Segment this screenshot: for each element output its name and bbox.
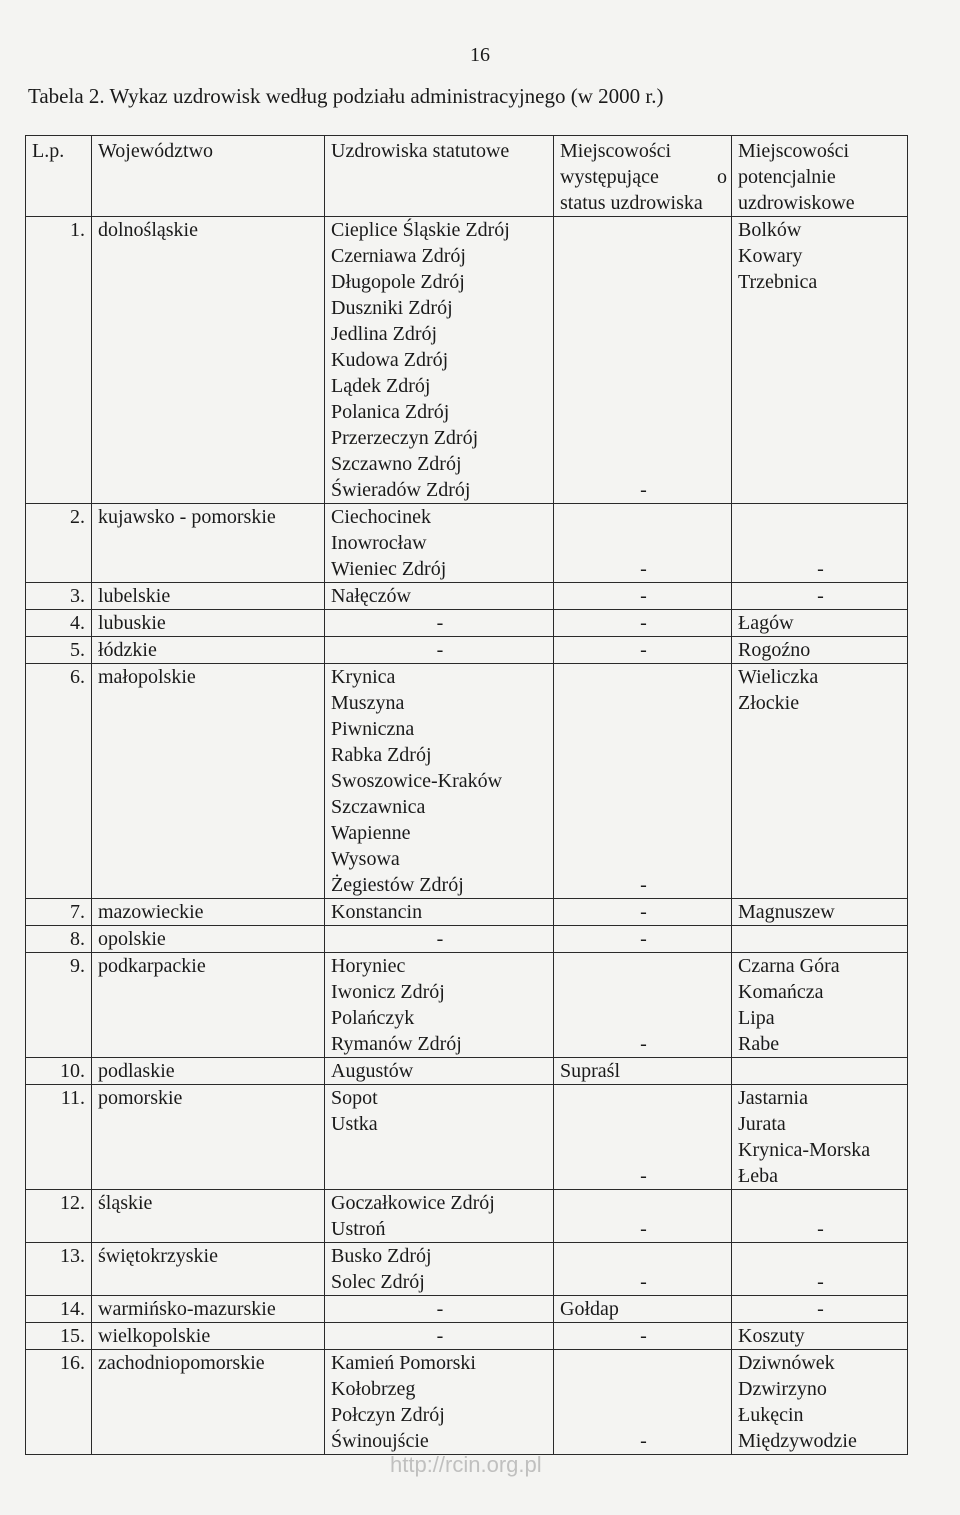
statutory-item: Kamień Pomorski: [331, 1352, 476, 1374]
cell-lp: 16.: [26, 1350, 92, 1455]
spacer: [738, 1243, 903, 1269]
statutory-item: Lądek Zdrój: [331, 375, 431, 397]
cell-potential: [732, 1350, 908, 1455]
spacer: [560, 373, 727, 399]
cell-voivodeship: kujawsko - pomorskie: [92, 504, 325, 583]
table-row: [26, 899, 908, 926]
cell-potential: [732, 1243, 908, 1296]
statutory-item: Piwniczna: [331, 718, 415, 740]
cell-statutory: [325, 610, 554, 637]
spacer: [560, 742, 727, 768]
cell-applying: [554, 1085, 732, 1190]
spacer: [560, 399, 727, 425]
dash-mark: -: [640, 558, 647, 580]
dash-mark: -: [640, 479, 647, 501]
dash-mark: -: [436, 1298, 444, 1320]
dash-mark: -: [640, 1033, 647, 1055]
spacer: [560, 953, 727, 979]
statutory-item: Solec Zdrój: [331, 1271, 425, 1293]
spa-table: [25, 135, 908, 1455]
spacer: [560, 979, 727, 1005]
cell-voivodeship: małopolskie: [92, 664, 325, 899]
cell-statutory: [325, 664, 554, 899]
cell-statutory: [325, 583, 554, 610]
cell-lp: 14.: [26, 1296, 92, 1323]
cell-voivodeship: śląskie: [92, 1190, 325, 1243]
cell-statutory: [325, 899, 554, 926]
statutory-item: Inowrocław: [331, 532, 427, 554]
table-row: [26, 1190, 908, 1243]
spacer: [560, 217, 727, 243]
cell-potential: [732, 899, 908, 926]
statutory-item: Czerniawa Zdrój: [331, 245, 466, 267]
cell-applying: [554, 1243, 732, 1296]
table-row: [26, 1296, 908, 1323]
table-caption: Tabela 2. Wykaz uzdrowisk według podziału administracyjnego (w 2000 r.): [28, 84, 664, 108]
table-body: [26, 217, 908, 1455]
header-applying-line: Miejscowości: [560, 140, 672, 162]
cell-statutory: [325, 1323, 554, 1350]
cell-lp: 6.: [26, 664, 92, 899]
potential-item: Jastarnia: [738, 1087, 808, 1109]
cell-lp: 1.: [26, 217, 92, 504]
spacer: [560, 1243, 727, 1269]
table-row: [26, 1323, 908, 1350]
statutory-item: Duszniki Zdrój: [331, 297, 453, 319]
spacer: [560, 664, 727, 690]
table-row: [26, 217, 908, 504]
cell-statutory: [325, 1243, 554, 1296]
spacer: [560, 716, 727, 742]
statutory-item: Wieniec Zdrój: [331, 558, 447, 580]
statutory-item: Augustów: [331, 1060, 414, 1082]
cell-applying: [554, 1296, 732, 1323]
table-row: [26, 637, 908, 664]
statutory-item: Świeradów Zdrój: [331, 479, 471, 501]
spacer: [560, 530, 727, 556]
potential-item: Łeba: [738, 1165, 778, 1187]
cell-lp: 2.: [26, 504, 92, 583]
spacer: [560, 1376, 727, 1402]
cell-voivodeship: dolnośląskie: [92, 217, 325, 504]
dash-mark: -: [640, 612, 647, 634]
header-applying-line: występujące o: [560, 166, 727, 188]
dash-mark: -: [640, 639, 647, 661]
potential-item: Wieliczka: [738, 666, 819, 688]
table-row: [26, 926, 908, 953]
cell-potential: [732, 1085, 908, 1190]
spacer: [560, 504, 727, 530]
dash-mark: -: [640, 1165, 647, 1187]
cell-potential: [732, 504, 908, 583]
potential-item: Złockie: [738, 692, 800, 714]
statutory-item: Ciechocinek: [331, 506, 431, 528]
statutory-item: Ustka: [331, 1113, 378, 1135]
header-potential-line: Miejscowości: [738, 140, 850, 162]
header-voivodeship: Województwo: [92, 136, 325, 217]
dash-mark: -: [640, 901, 647, 923]
cell-potential: [732, 926, 908, 953]
potential-item: Rogoźno: [738, 639, 811, 661]
table-row: [26, 1350, 908, 1455]
spacer: [560, 1005, 727, 1031]
cell-potential: [732, 1058, 908, 1085]
spacer: [560, 269, 727, 295]
cell-applying: [554, 1323, 732, 1350]
header-lp: L.p.: [26, 136, 92, 217]
dash-mark: -: [640, 1271, 647, 1293]
cell-potential: [732, 1323, 908, 1350]
potential-item: Magnuszew: [738, 901, 835, 923]
statutory-item: Żegiestów Zdrój: [331, 874, 464, 896]
statutory-item: Świnoujście: [331, 1430, 429, 1452]
spacer: [560, 1350, 727, 1376]
potential-item: Koszuty: [738, 1325, 805, 1347]
cell-lp: 15.: [26, 1323, 92, 1350]
spacer: [560, 347, 727, 373]
potential-item: Łagów: [738, 612, 794, 634]
dash-mark: -: [640, 1430, 647, 1452]
spacer: [560, 321, 727, 347]
cell-potential: [732, 1296, 908, 1323]
dash-mark: -: [640, 1325, 647, 1347]
spacer: [560, 451, 727, 477]
cell-potential: [732, 664, 908, 899]
statutory-item: Cieplice Śląskie Zdrój: [331, 219, 510, 241]
cell-applying: [554, 899, 732, 926]
cell-applying: [554, 217, 732, 504]
statutory-item: Iwonicz Zdrój: [331, 981, 445, 1003]
watermark: http://rcin.org.pl: [390, 1452, 542, 1477]
table-row: [26, 583, 908, 610]
cell-lp: 7.: [26, 899, 92, 926]
table-row: [26, 504, 908, 583]
potential-item: Jurata: [738, 1113, 786, 1135]
statutory-item: Sopot: [331, 1087, 378, 1109]
spacer: [560, 794, 727, 820]
spacer: [560, 1111, 727, 1137]
cell-statutory: [325, 217, 554, 504]
spacer: [738, 504, 903, 530]
header-statutory: Uzdrowiska statutowe: [325, 136, 554, 217]
spacer: [738, 1190, 903, 1216]
statutory-item: Swoszowice-Kraków: [331, 770, 503, 792]
cell-statutory: [325, 1296, 554, 1323]
dash-mark: -: [436, 612, 444, 634]
statutory-item: Polańczyk: [331, 1007, 415, 1029]
cell-potential: [732, 610, 908, 637]
cell-statutory: [325, 926, 554, 953]
statutory-item: Szczawno Zdrój: [331, 453, 462, 475]
table-row: [26, 610, 908, 637]
table-row: [26, 953, 908, 1058]
potential-item: Trzebnica: [738, 271, 818, 293]
statutory-item: Szczawnica: [331, 796, 426, 818]
cell-statutory: [325, 953, 554, 1058]
cell-potential: [732, 637, 908, 664]
cell-lp: 13.: [26, 1243, 92, 1296]
cell-voivodeship: opolskie: [92, 926, 325, 953]
cell-voivodeship: mazowieckie: [92, 899, 325, 926]
potential-item: Kowary: [738, 245, 803, 267]
spacer: [560, 1190, 727, 1216]
table-row: [26, 1243, 908, 1296]
spacer: [560, 846, 727, 872]
cell-potential: [732, 217, 908, 504]
cell-lp: 12.: [26, 1190, 92, 1243]
potential-item: Międzywodzie: [738, 1430, 857, 1452]
statutory-item: Kołobrzeg: [331, 1378, 416, 1400]
applying-item: Supraśl: [560, 1060, 620, 1082]
spacer: [738, 530, 903, 556]
cell-statutory: [325, 637, 554, 664]
statutory-item: Nałęczów: [331, 585, 411, 607]
cell-statutory: [325, 1085, 554, 1190]
cell-potential: [732, 1190, 908, 1243]
spacer: [560, 425, 727, 451]
dash-mark: -: [436, 1325, 444, 1347]
statutory-item: Konstancin: [331, 901, 423, 923]
cell-voivodeship: świętokrzyskie: [92, 1243, 325, 1296]
cell-applying: [554, 1350, 732, 1455]
spacer: [560, 1402, 727, 1428]
cell-voivodeship: wielkopolskie: [92, 1323, 325, 1350]
potential-item: Łukęcin: [738, 1404, 804, 1426]
cell-applying: [554, 504, 732, 583]
cell-lp: 11.: [26, 1085, 92, 1190]
statutory-item: Wysowa: [331, 848, 400, 870]
statutory-item: Przerzeczyn Zdrój: [331, 427, 479, 449]
cell-potential: [732, 583, 908, 610]
cell-lp: 4.: [26, 610, 92, 637]
statutory-item: Połczyn Zdrój: [331, 1404, 445, 1426]
statutory-item: Muszyna: [331, 692, 405, 714]
dash-mark: -: [640, 874, 647, 896]
dash-mark: -: [817, 1218, 824, 1240]
statutory-item: Wapienne: [331, 822, 411, 844]
page-number: 16: [470, 44, 490, 66]
cell-applying: [554, 1190, 732, 1243]
spacer: [560, 1137, 727, 1163]
potential-item: Lipa: [738, 1007, 775, 1029]
cell-applying: [554, 953, 732, 1058]
cell-voivodeship: zachodniopomorskie: [92, 1350, 325, 1455]
dash-mark: -: [436, 639, 444, 661]
statutory-item: Krynica: [331, 666, 396, 688]
cell-voivodeship: lubuskie: [92, 610, 325, 637]
header-potential: [732, 136, 908, 217]
cell-lp: 3.: [26, 583, 92, 610]
cell-applying: [554, 664, 732, 899]
potential-item: Bolków: [738, 219, 802, 241]
dash-mark: -: [640, 585, 647, 607]
spacer: [560, 690, 727, 716]
potential-item: Dzwirzyno: [738, 1378, 827, 1400]
dash-mark: -: [436, 928, 444, 950]
cell-voivodeship: pomorskie: [92, 1085, 325, 1190]
statutory-item: Ustroń: [331, 1218, 386, 1240]
applying-item: Gołdap: [560, 1298, 619, 1320]
cell-lp: 8.: [26, 926, 92, 953]
dash-mark: -: [817, 1271, 824, 1293]
cell-voivodeship: warmińsko-mazurskie: [92, 1296, 325, 1323]
cell-applying: [554, 1058, 732, 1085]
cell-applying: [554, 610, 732, 637]
potential-item: Komańcza: [738, 981, 824, 1003]
table-row: [26, 1058, 908, 1085]
spacer: [560, 295, 727, 321]
header-applying: [554, 136, 732, 217]
potential-item: Rabe: [738, 1033, 780, 1055]
cell-voivodeship: lubelskie: [92, 583, 325, 610]
cell-potential: [732, 953, 908, 1058]
statutory-item: Długopole Zdrój: [331, 271, 465, 293]
cell-voivodeship: łódzkie: [92, 637, 325, 664]
statutory-item: Horyniec: [331, 955, 406, 977]
statutory-item: Rymanów Zdrój: [331, 1033, 462, 1055]
cell-voivodeship: podkarpackie: [92, 953, 325, 1058]
statutory-item: Rabka Zdrój: [331, 744, 432, 766]
header-potential-line: potencjalnie: [738, 166, 836, 188]
spacer: [560, 243, 727, 269]
header-applying-line: status uzdrowiska: [560, 192, 703, 214]
dash-mark: -: [640, 928, 647, 950]
potential-item: Dziwnówek: [738, 1352, 835, 1374]
table-row: [26, 1085, 908, 1190]
dash-mark: -: [640, 1218, 647, 1240]
spacer: [560, 820, 727, 846]
dash-mark: -: [817, 558, 824, 580]
cell-statutory: [325, 1190, 554, 1243]
potential-item: Krynica-Morska: [738, 1139, 871, 1161]
cell-statutory: [325, 1350, 554, 1455]
table-row: [26, 664, 908, 899]
cell-statutory: [325, 504, 554, 583]
table-header: [26, 136, 908, 217]
statutory-item: Polanica Zdrój: [331, 401, 450, 423]
cell-voivodeship: podlaskie: [92, 1058, 325, 1085]
dash-mark: -: [817, 585, 824, 607]
statutory-item: Goczałkowice Zdrój: [331, 1192, 495, 1214]
cell-statutory: [325, 1058, 554, 1085]
cell-applying: [554, 637, 732, 664]
statutory-item: Busko Zdrój: [331, 1245, 432, 1267]
potential-item: Czarna Góra: [738, 955, 840, 977]
dash-mark: -: [817, 1298, 824, 1320]
cell-applying: [554, 926, 732, 953]
spacer: [560, 1085, 727, 1111]
cell-lp: 5.: [26, 637, 92, 664]
cell-lp: 10.: [26, 1058, 92, 1085]
spacer: [560, 768, 727, 794]
header-potential-line: uzdrowiskowe: [738, 192, 855, 214]
statutory-item: Jedlina Zdrój: [331, 323, 438, 345]
statutory-item: Kudowa Zdrój: [331, 349, 449, 371]
cell-applying: [554, 583, 732, 610]
cell-lp: 9.: [26, 953, 92, 1058]
